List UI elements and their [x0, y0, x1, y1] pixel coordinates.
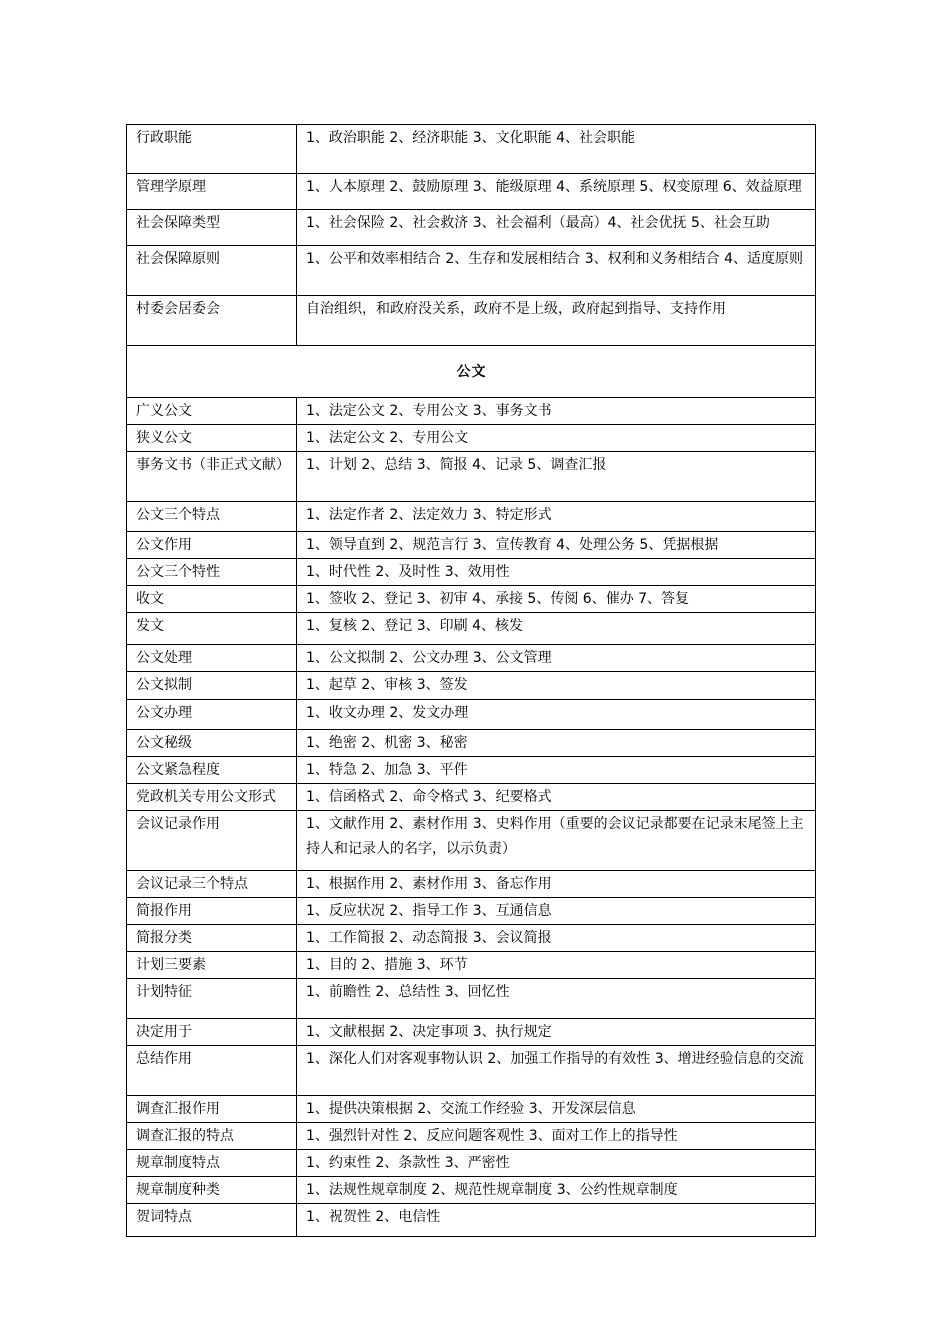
term-cell: 公文秘级	[127, 730, 297, 757]
description-cell: 1、计划 2、总结 3、简报 4、记录 5、调查汇报	[297, 452, 816, 502]
table-row	[127, 559, 816, 586]
term-cell: 计划特征	[127, 979, 297, 1019]
description-cell: 1、复核 2、登记 3、印刷 4、核发	[297, 613, 816, 645]
term-cell: 规章制度种类	[127, 1177, 297, 1204]
table-row	[127, 502, 816, 532]
description-cell: 1、强烈针对性 2、反应问题客观性 3、面对工作上的指导性	[297, 1123, 816, 1150]
table-row	[127, 1150, 816, 1177]
term-cell: 广义公文	[127, 398, 297, 425]
description-cell: 1、时代性 2、及时性 3、效用性	[297, 559, 816, 586]
description-cell: 1、签收 2、登记 3、初审 4、承接 5、传阅 6、催办 7、答复	[297, 586, 816, 613]
term-cell: 公文处理	[127, 645, 297, 672]
description-cell: 1、目的 2、措施 3、环节	[297, 952, 816, 979]
table-row	[127, 784, 816, 811]
term-cell: 贺词特点	[127, 1204, 297, 1237]
description-cell: 1、公文拟制 2、公文办理 3、公文管理	[297, 645, 816, 672]
table-row	[127, 174, 816, 210]
term-cell: 公文紧急程度	[127, 757, 297, 784]
term-cell: 简报分类	[127, 925, 297, 952]
table-row	[127, 1096, 816, 1123]
table-row	[127, 898, 816, 925]
table-row	[127, 425, 816, 452]
description-cell: 1、提供决策根据 2、交流工作经验 3、开发深层信息	[297, 1096, 816, 1123]
description-cell: 1、约束性 2、条款性 3、严密性	[297, 1150, 816, 1177]
description-cell: 1、法定公文 2、专用公文 3、事务文书	[297, 398, 816, 425]
term-cell: 公文三个特性	[127, 559, 297, 586]
table-row	[127, 613, 816, 645]
knowledge-table	[126, 124, 816, 1237]
term-cell: 计划三要素	[127, 952, 297, 979]
table-row	[127, 811, 816, 871]
description-cell: 1、文献作用 2、素材作用 3、史料作用（重要的会议记录都要在记录末尾签上主持人和记录人的名字，以示负责）	[297, 811, 816, 871]
term-cell: 行政职能	[127, 125, 297, 174]
description-cell: 1、祝贺性 2、电信性	[297, 1204, 816, 1237]
term-cell: 规章制度特点	[127, 1150, 297, 1177]
description-cell: 1、根据作用 2、素材作用 3、备忘作用	[297, 871, 816, 898]
table-row	[127, 586, 816, 613]
table-row	[127, 210, 816, 246]
term-cell: 会议记录作用	[127, 811, 297, 871]
description-cell: 1、法规性规章制度 2、规范性规章制度 3、公约性规章制度	[297, 1177, 816, 1204]
table-row	[127, 246, 816, 296]
description-cell: 1、深化人们对客观事物认识 2、加强工作指导的有效性 3、增进经验信息的交流	[297, 1046, 816, 1096]
table-row	[127, 645, 816, 672]
description-cell: 1、社会保险 2、社会救济 3、社会福利（最高）4、社会优抚 5、社会互助	[297, 210, 816, 246]
description-cell: 1、公平和效率相结合 2、生存和发展相结合 3、权利和义务相结合 4、适度原则	[297, 246, 816, 296]
term-cell: 社会保障类型	[127, 210, 297, 246]
description-cell: 1、人本原理 2、鼓励原理 3、能级原理 4、系统原理 5、权变原理 6、效益原理	[297, 174, 816, 210]
description-cell: 1、前瞻性 2、总结性 3、回忆性	[297, 979, 816, 1019]
table-row	[127, 1046, 816, 1096]
description-cell: 1、工作简报 2、动态简报 3、会议简报	[297, 925, 816, 952]
term-cell: 公文三个特点	[127, 502, 297, 532]
table-row	[127, 700, 816, 730]
description-cell: 1、政治职能 2、经济职能 3、文化职能 4、社会职能	[297, 125, 816, 174]
term-cell: 调查汇报的特点	[127, 1123, 297, 1150]
term-cell: 村委会居委会	[127, 296, 297, 346]
term-cell: 狭义公文	[127, 425, 297, 452]
table-row	[127, 952, 816, 979]
description-cell: 1、领导直到 2、规范言行 3、宣传教育 4、处理公务 5、凭据根据	[297, 532, 816, 559]
description-cell: 1、法定公文 2、专用公文	[297, 425, 816, 452]
table-row	[127, 730, 816, 757]
description-cell: 1、绝密 2、机密 3、秘密	[297, 730, 816, 757]
table-row	[127, 672, 816, 700]
term-cell: 公文办理	[127, 700, 297, 730]
description-cell: 1、信函格式 2、命令格式 3、纪要格式	[297, 784, 816, 811]
term-cell: 总结作用	[127, 1046, 297, 1096]
table-row	[127, 925, 816, 952]
table-row	[127, 1204, 816, 1237]
table-row	[127, 296, 816, 346]
description-cell: 1、特急 2、加急 3、平件	[297, 757, 816, 784]
term-cell: 决定用于	[127, 1019, 297, 1046]
description-cell: 1、文献根据 2、决定事项 3、执行规定	[297, 1019, 816, 1046]
table-row	[127, 871, 816, 898]
table-row	[127, 1123, 816, 1150]
description-cell: 1、起草 2、审核 3、签发	[297, 672, 816, 700]
term-cell: 公文作用	[127, 532, 297, 559]
section-title: 公文	[127, 346, 816, 398]
table-row	[127, 398, 816, 425]
term-cell: 调查汇报作用	[127, 1096, 297, 1123]
term-cell: 社会保障原则	[127, 246, 297, 296]
table-row	[127, 979, 816, 1019]
table-row	[127, 1019, 816, 1046]
table-row	[127, 532, 816, 559]
term-cell: 简报作用	[127, 898, 297, 925]
description-cell: 1、法定作者 2、法定效力 3、特定形式	[297, 502, 816, 532]
table-row	[127, 125, 816, 174]
term-cell: 公文拟制	[127, 672, 297, 700]
term-cell: 事务文书（非正式文献）	[127, 452, 297, 502]
term-cell: 会议记录三个特点	[127, 871, 297, 898]
table-row	[127, 757, 816, 784]
term-cell: 收文	[127, 586, 297, 613]
description-cell: 1、反应状况 2、指导工作 3、互通信息	[297, 898, 816, 925]
term-cell: 党政机关专用公文形式	[127, 784, 297, 811]
description-cell: 1、收文办理 2、发文办理	[297, 700, 816, 730]
term-cell: 发文	[127, 613, 297, 645]
table-row	[127, 1177, 816, 1204]
term-cell: 管理学原理	[127, 174, 297, 210]
section-title-row	[127, 346, 816, 398]
description-cell: 自治组织，和政府没关系，政府不是上级，政府起到指导、支持作用	[297, 296, 816, 346]
table-row	[127, 452, 816, 502]
